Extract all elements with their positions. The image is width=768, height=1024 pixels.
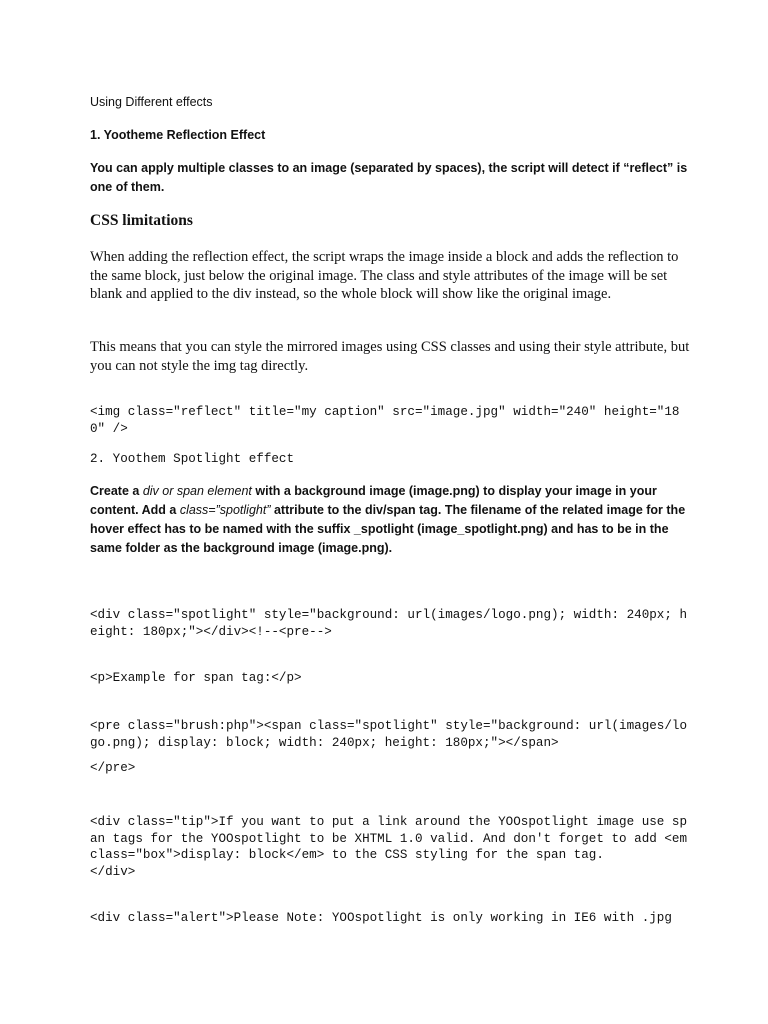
spot-em-div-span: div or span element <box>142 484 252 498</box>
css-limitations-heading: CSS limitations <box>90 212 193 229</box>
intro-paragraph: You can apply multiple classes to an image (separated by spaces), the script will detect if “reflect” is one of them. <box>90 161 688 194</box>
spot-text-2: with a background image (image.png) to display your image in your content. Add a <box>90 484 657 517</box>
css-paragraph-2: This means that you can style the mirrored images using CSS classes and using their style attribute, but you can not style the img tag directly. <box>90 339 690 374</box>
section-heading-reflection: 1. Yootheme Reflection Effect <box>90 128 266 142</box>
spotlight-paragraph <box>90 482 690 558</box>
code-pre-close: </pre> <box>90 761 136 775</box>
code-img-tag: <img class="reflect" title="my caption" src="image.jpg" width="240" height="180" /> <box>90 405 680 436</box>
code-div-tip: <div class="tip">If you want to put a link around the YOOspotlight image use span tags for the YOOspotlight to be XHTML 1.0 valid. And don't forget to add <em class="box">display: block</em> to the CSS styling for the span tag. </div> <box>90 815 688 879</box>
spot-text-3: attribute to the div/span tag. The filename of the related image for the hover effect has to be named with the suffix _spotlight (image_spotlight.png) and has to be in the same folder as the background image (image.png). <box>90 503 686 555</box>
doc-title: Using Different effects <box>90 95 213 109</box>
code-div-spotlight: <div class="spotlight" style="background: url(images/logo.png); width: 240px; height: 180px;"></div><!--<pre--> <box>90 608 688 639</box>
css-paragraph-1: When adding the reflection effect, the script wraps the image inside a block and adds the reflection to the same block, just below the original image. The class and style attributes of the image will be set blank and applied to the div instead, so the whole block will show like the original image. <box>90 249 679 302</box>
code-pre-span: <pre class="brush:php"><span class="spotlight" style="background: url(images/logo.png); display: block; width: 240px; height: 180px;"></span> <box>90 719 688 750</box>
spot-em-class: class=”spotlight” <box>179 503 271 517</box>
section-heading-spotlight: 2. Yoothem Spotlight effect <box>90 452 295 466</box>
code-div-alert: <div class="alert">Please Note: YOOspotlight is only working in IE6 with .jpg <box>90 911 672 925</box>
code-p-example: <p>Example for span tag:</p> <box>90 671 302 685</box>
document-page <box>90 0 690 1024</box>
spot-text-1: Create a <box>90 484 143 498</box>
